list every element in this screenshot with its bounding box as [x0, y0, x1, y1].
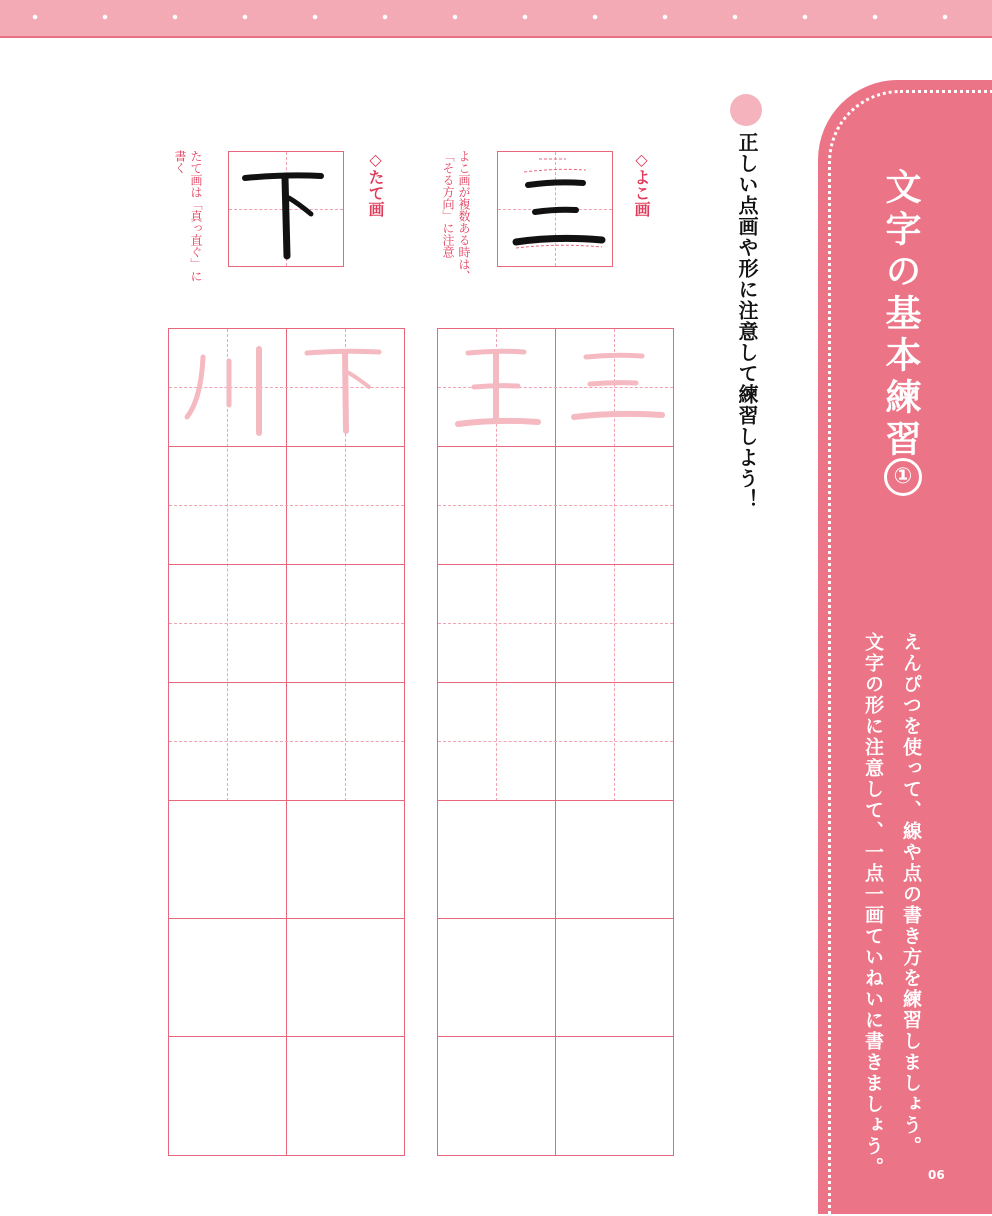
grid-guide-h: [438, 505, 673, 506]
trace-char-kawa: [169, 329, 406, 449]
grid-guide-h: [438, 741, 673, 742]
section-label-tate: ◇たて画: [366, 150, 385, 217]
section-note-tate: たて画は「真っ直ぐ」に書く: [173, 150, 203, 282]
header-band: [0, 0, 992, 38]
grid-row-line: [169, 1036, 404, 1037]
grid-guide-h: [169, 505, 404, 506]
grid-row-line: [438, 918, 673, 919]
grid-column-divider: [555, 329, 556, 1155]
intro-line-2: 文字の形に注意して、一点一画ていねいに書きましょう。: [862, 632, 884, 1178]
headline: 正しい点画や形に注意して練習しよう！: [735, 132, 759, 510]
title-number-badge: ①: [884, 458, 922, 496]
practice-grid-yoko[interactable]: [437, 328, 674, 1156]
headline-dot-icon: [730, 94, 762, 126]
intro-text: [854, 632, 930, 1178]
intro-line-1: えんぴつを使って、線や点の書き方を練習しましょう。: [900, 632, 922, 1157]
section-label-yoko: ◇よこ画: [632, 150, 651, 217]
sample-box-yoko: [497, 151, 613, 267]
sample-char-san: [498, 152, 614, 268]
grid-guide-h: [438, 623, 673, 624]
grid-row-line: [169, 564, 404, 565]
grid-row-line: [438, 564, 673, 565]
section-note-yoko: よこ画が複数ある時は、「そる方向」に注意: [441, 150, 471, 282]
grid-row-line: [438, 800, 673, 801]
header-dot-pattern: [0, 12, 992, 22]
grid-row-line: [438, 682, 673, 683]
grid-row-line: [169, 682, 404, 683]
grid-row-line: [438, 1036, 673, 1037]
sample-box-tate: [228, 151, 344, 267]
sample-char-shita: [229, 152, 345, 268]
grid-guide-h: [169, 623, 404, 624]
grid-row-line: [169, 800, 404, 801]
grid-row-line: [169, 918, 404, 919]
grid-column-divider: [286, 329, 287, 1155]
trace-char-ou: [438, 329, 675, 449]
grid-guide-h: [169, 741, 404, 742]
page-title: 文字の基本練習: [880, 168, 921, 462]
page-number: 06: [928, 1168, 945, 1182]
practice-grid-tate[interactable]: [168, 328, 405, 1156]
